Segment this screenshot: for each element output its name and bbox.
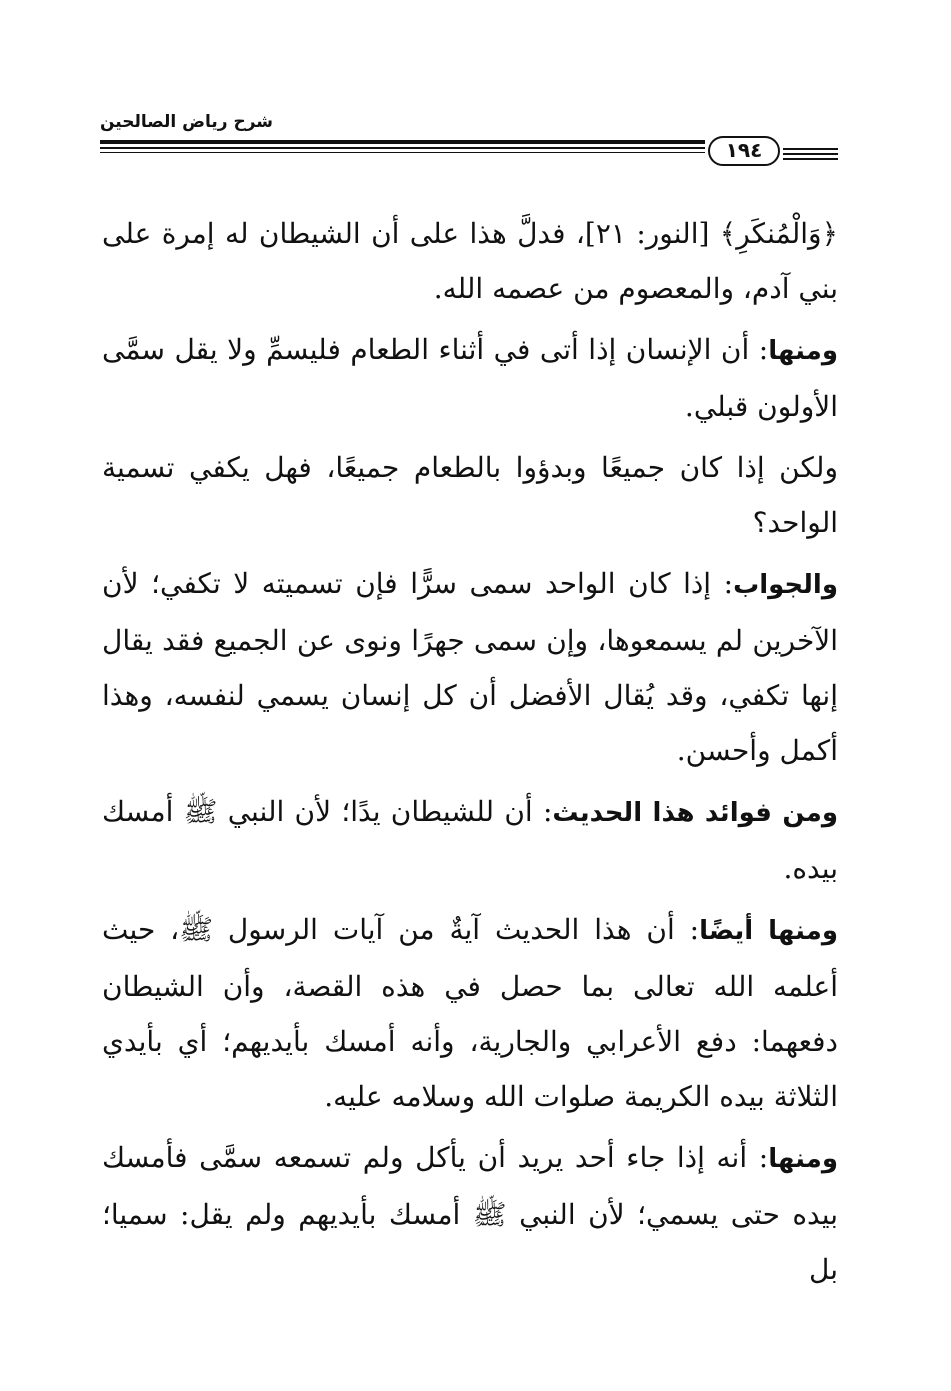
running-title: شرح رياض الصالحين	[100, 112, 274, 132]
paragraph-lead: ومنها	[768, 336, 838, 366]
paragraph-lead: ومنها أيضًا	[699, 916, 838, 946]
paragraph	[102, 556, 838, 778]
paragraph	[102, 902, 838, 1124]
paragraph-text: : إذا كان الواحد سمى سرًّا فإن تسميته لا تكفي؛ لأن الآخرين لم يسمعوها، وإن سمى جهرًا ونوى عن الجميع فقد يقال إنها تكفي، وقد يُقال الأفضل أن كل إنسان يسمي لنفسه، وهذا أكمل وأحسن.	[102, 567, 838, 767]
page-body	[102, 206, 838, 1297]
paragraph-text: ﴿وَالْمُنكَرِ﴾ [النور: ٢١]، فدلَّ هذا على أن الشيطان له إمرة على بني آدم، والمعصوم من عصمه الله.	[102, 217, 838, 305]
paragraph	[102, 322, 838, 434]
paragraph-text: : أن هذا الحديث آيةٌ من آيات الرسول ﷺ، حيث أعلمه الله تعالى بما حصل في هذه القصة، وأن الشيطان دفعهما: دفع الأعرابي والجارية، وأنه أمسك بأيديهم؛ أي بأيدي الثلاثة بيده الكريمة صلوات الله وسلامه عليه.	[102, 913, 838, 1113]
paragraph-lead: ومنها	[768, 1144, 838, 1174]
header-rule-right	[783, 148, 838, 163]
paragraph-lead: والجواب	[733, 570, 838, 600]
paragraph-text: : أن للشيطان يدًا؛ لأن النبي ﷺ أمسك بيده.	[102, 795, 838, 885]
paragraph-text: : أن الإنسان إذا أتى في أثناء الطعام فليسمِّ ولا يقل سمَّى الأولون قبلي.	[102, 333, 838, 423]
paragraph	[102, 206, 838, 316]
paragraph	[102, 440, 838, 550]
paragraph	[102, 1130, 838, 1297]
paragraph-text: ولكن إذا كان جميعًا وبدؤوا بالطعام جميعًا، فهل يكفي تسمية الواحد؟	[102, 451, 838, 539]
page-header	[100, 108, 838, 172]
header-rule	[100, 140, 705, 156]
page-number: ١٩٤	[708, 136, 780, 166]
paragraph	[102, 784, 838, 896]
paragraph-lead: ومن فوائد هذا الحديث	[552, 798, 839, 828]
paragraph-text: : أنه إذا جاء أحد يريد أن يأكل ولم تسمعه سمَّى فأمسك بيده حتى يسمي؛ لأن النبي ﷺ أمسك بأيديهم ولم يقل: سميا؛ بل	[102, 1141, 838, 1286]
